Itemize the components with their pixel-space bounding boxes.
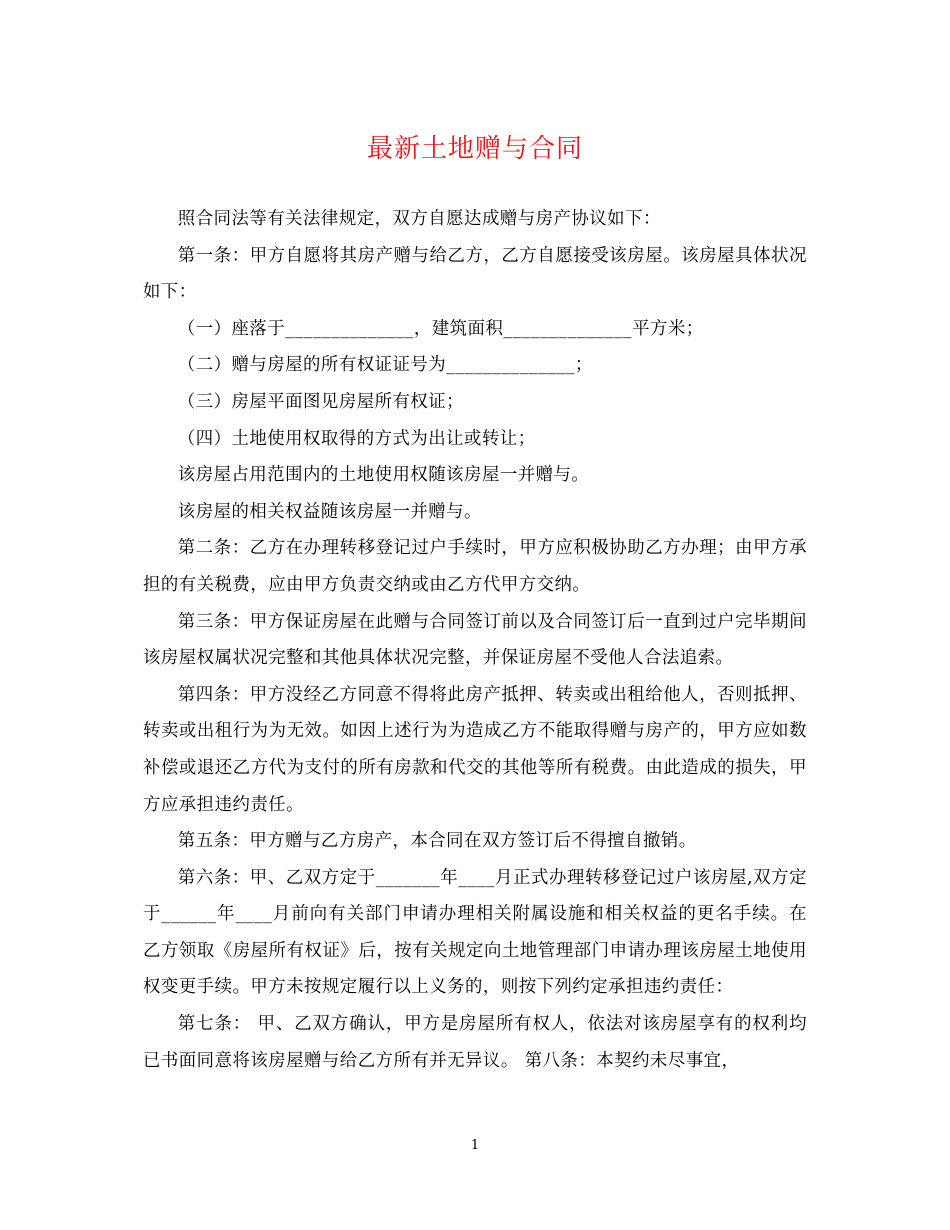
paragraph-article-1: 第一条：甲方自愿将其房产赠与给乙方，乙方自愿接受该房屋。该房屋具体状况如下： bbox=[143, 245, 807, 303]
paragraph-article-2: 第二条：乙方在办理转移登记过户手续时，甲方应积极协助乙方办理；由甲方承担的有关税费，应由甲方负责交纳或由乙方代甲方交纳。 bbox=[143, 538, 807, 595]
paragraph-article-7: 第七条： 甲、乙双方确认，甲方是房屋所有权人，依法对该房屋享有的权利均已书面同意将该房屋赠与给乙方所有并无异议。 第八条：本契约未尽事宜， bbox=[143, 1014, 807, 1071]
paragraph-rights: 该房屋的相关权益随该房屋一并赠与。 bbox=[177, 501, 482, 522]
document-body bbox=[143, 201, 807, 1079]
paragraph-item-4: （四）土地使用权取得的方式为出让或转让； bbox=[177, 428, 536, 449]
paragraph-article-4: 第四条：甲方没经乙方同意不得将此房产抵押、转卖或出租给他人，否则抵押、转卖或出租行为为无效。如因上述行为为造成乙方不能取得赠与房产的，甲方应如数补偿或退还乙方代为支付的所有房款和代交的其他等所有税费。由此造成的损失，甲方应承担违约责任。 bbox=[143, 684, 807, 815]
document-title: 最新土地赠与合同 bbox=[366, 134, 583, 164]
page-number: 1 bbox=[470, 1138, 480, 1153]
paragraph-land-use: 该房屋占用范围内的土地使用权随该房屋一并赠与。 bbox=[177, 465, 590, 486]
paragraph-article-3: 第三条：甲方保证房屋在此赠与合同签订前以及合同签订后一直到过户完毕期间该房屋权属状况完整和其他具体状况完整，并保证房屋不受他人合法追索。 bbox=[143, 611, 807, 669]
paragraph-article-6: 第六条：甲、乙双方定于_______年____月正式办理转移登记过户该房屋,双方定于______年____月前向有关部门申请办理相关附属设施和相关权益的更名手续。在乙方领取《房屋所有权证》后，按有关规定向土地管理部门申请办理该房屋土地使用权变更手续。甲方未按规定履行以上义务的，则按下列约定承担违约责任： bbox=[143, 867, 807, 998]
paragraph-item-3: （三）房屋平面图见房屋所有权证； bbox=[177, 391, 465, 412]
paragraph-article-5: 第五条：甲方赠与乙方房产，本合同在双方签订后不得擅自撤销。 bbox=[177, 831, 697, 852]
paragraph-item-2: （二）赠与房屋的所有权证证号为______________； bbox=[177, 355, 593, 376]
paragraph-intro: 照合同法等有关法律规定，双方自愿达成赠与房产协议如下： bbox=[177, 209, 661, 229]
paragraph-item-1: （一）座落于______________，建筑面积______________平方米； bbox=[177, 318, 704, 339]
